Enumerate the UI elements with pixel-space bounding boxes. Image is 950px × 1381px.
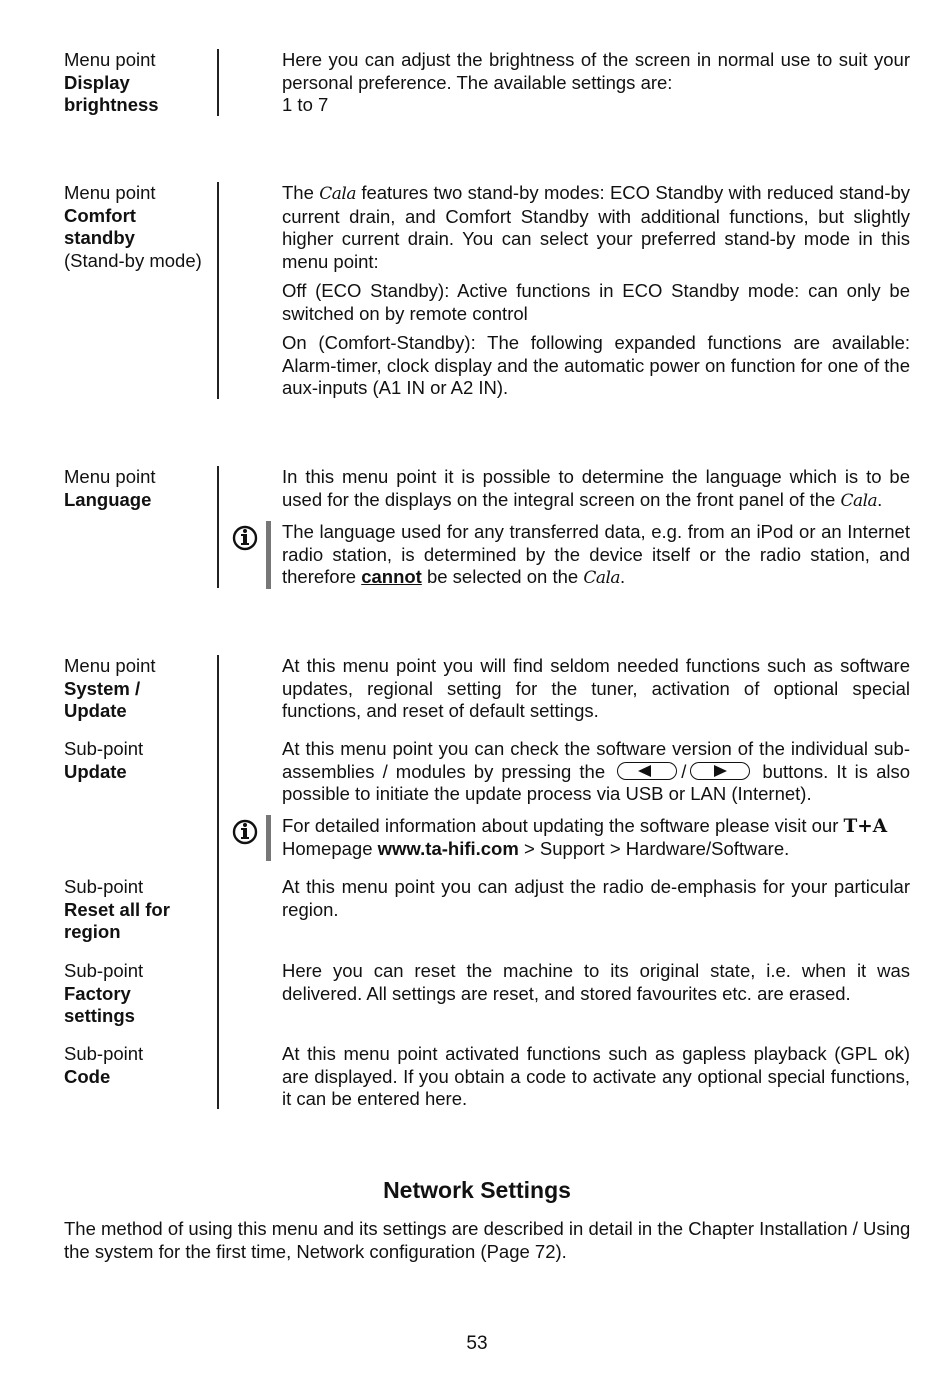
label-title: Update [64,760,127,782]
reset-region-description [282,876,910,921]
text-run: For detailed information about updating the software please visit our [282,814,839,836]
label-prefix: Menu point [64,655,156,676]
label-prefix: Menu point [64,182,156,203]
page-number: 53 [466,1333,488,1354]
description [282,182,910,400]
text-run: . [620,566,626,587]
body-text: At this menu point you can adjust the radio de-emphasis for your particular region. [282,876,910,920]
subpoint-label-update [64,738,204,783]
update-description [282,738,910,861]
text-run: . [877,488,883,510]
paragraph [282,738,910,806]
text-run: buttons. It is also possible to initiate the update process via USB or LAN (Internet). [282,760,911,804]
ta-brand-logo: T+A [843,815,888,837]
label-prefix: Menu point [64,49,156,70]
subpoint-label-code [64,1043,204,1088]
divider [217,49,219,116]
text-run: Homepage [282,838,373,859]
label-prefix: Sub-point [64,1043,144,1064]
cala-logo: Cala [583,568,621,588]
paragraph [282,182,910,273]
code-description [282,1043,910,1111]
left-arrow-button-icon [617,762,677,780]
body-text: Here you can adjust the brightness of the screen in normal use to suit your personal preference. The available settings are: [282,49,910,93]
cala-logo: Cala [319,184,356,204]
text-run: The [282,182,314,203]
info-note [282,815,910,861]
description [282,655,910,723]
body-text: At this menu point activated functions such as gapless playback (GPL ok) are displayed. If you obtain a code to activate any optional special functions, it can be entered here. [282,1043,910,1109]
homepage-url: www.ta-hifi.com [377,838,519,859]
text-run: be selected on the [426,566,579,587]
divider [217,182,219,399]
network-settings-heading: Network Settings [383,1177,571,1203]
emphasis-cannot: cannot [361,566,422,587]
info-bar [266,521,271,589]
label-title: Factory settings [64,982,135,1026]
paragraph-off: Off (ECO Standby): Active functions in ECO Standby mode: can only be switched on by remote control [282,280,910,324]
label-title: Reset all for region [64,898,170,942]
info-icon [232,819,258,845]
paragraph-on: On (Comfort-Standby): The following expanded functions are available: Alarm-timer, clock display and the automatic power on function for one of the aux-inputs (A1 IN or A2 IN). [282,332,910,398]
text-run: The language used for any transferred data, e.g. from an iPod or an Internet radio station, is determined by the device itself or the radio station, and therefore [282,521,910,587]
text-run: features two stand-by modes: ECO Standby with reduced stand-by current drain, and Comfort Standby with additional functions, but slightly higher current drain. You can select your preferred stand-by mode in this menu point: [282,182,911,272]
body-text: At this menu point you will find seldom needed functions such as software updates, regional setting for the tuner, activation of optional special functions, and reset of default settings. [282,655,910,721]
menu-label [64,466,204,511]
info-note [282,521,910,590]
paragraph [282,466,910,512]
info-bar [266,815,271,861]
label-prefix: Menu point [64,466,156,487]
cala-logo: Cala [840,490,878,511]
label-title: Display brightness [64,71,159,115]
label-prefix: Sub-point [64,738,144,759]
subpoint-label-reset-region [64,876,204,944]
range-text: 1 to 7 [282,94,329,115]
info-icon [232,525,258,551]
subpoint-label-factory [64,960,204,1028]
text-run: > Support > Hardware/Software. [523,838,790,859]
label-title: Code [64,1065,111,1087]
description [282,466,910,590]
description [282,49,910,117]
label-title: System / Update [64,677,141,721]
menu-label [64,49,204,117]
right-arrow-button-icon [690,762,750,780]
label-suffix: (Stand-by mode) [64,249,202,271]
menu-label [64,655,204,723]
label-title: Language [64,488,152,510]
body-text: Here you can reset the machine to its original state, i.e. when it was delivered. All settings are reset, and stored favourites etc. are erased. [282,960,910,1004]
text-run: At this menu point you can check the software version of the individual sub-assemblies / modules by pressing the [282,738,910,782]
label-prefix: Sub-point [64,960,144,981]
menu-label [64,182,204,272]
network-settings-text: The method of using this menu and its settings are described in detail in the Chapter Installation / Using the system for the first time, Network configuration (Page 72). [64,1218,911,1262]
factory-description [282,960,910,1005]
divider [217,655,219,1109]
divider [217,466,219,588]
label-title: Comfort standby [64,204,136,248]
label-prefix: Sub-point [64,876,144,897]
text-run: / [681,760,687,782]
text-run: In this menu point it is possible to determine the language which is to be used for the displays on the integral screen on the front panel of the [282,466,910,510]
